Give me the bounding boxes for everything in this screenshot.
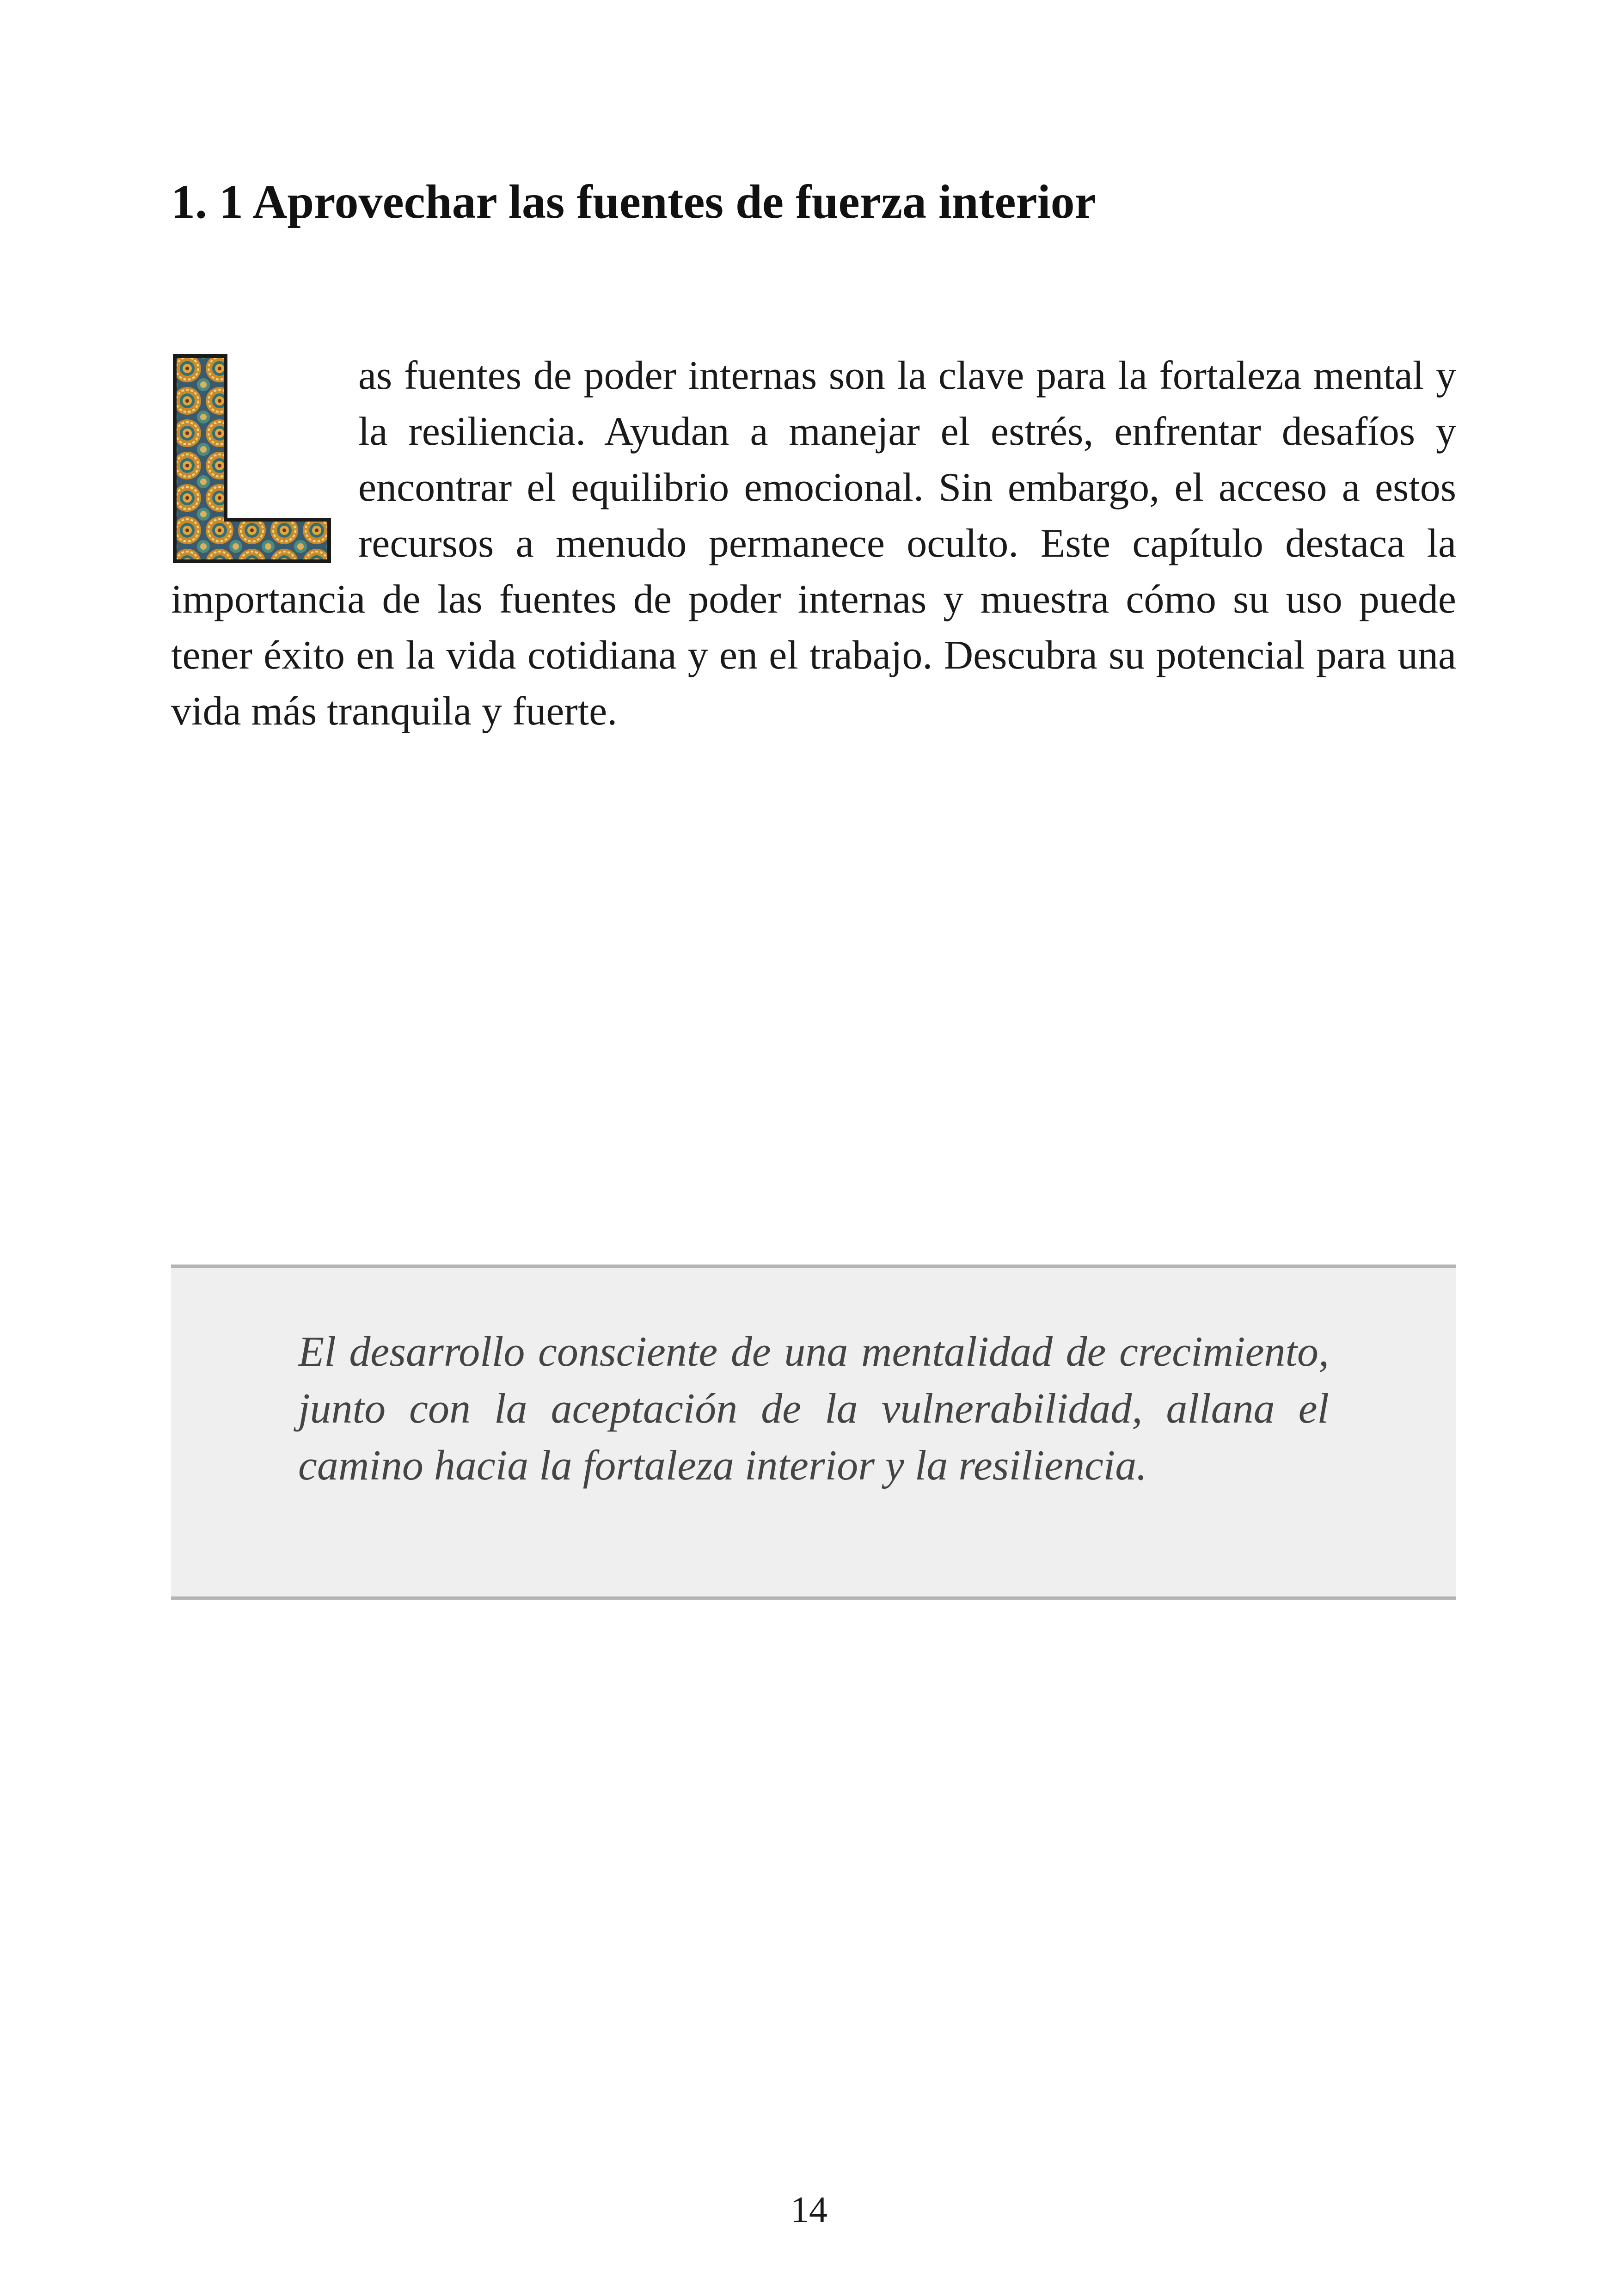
intro-text: as fuentes de poder internas son la clave para la fortaleza mental y la resiliencia. Ayudan a manejar el estrés, enfrentar desafíos y encontrar el equilibrio emocional. Sin embargo, el acceso a estos recursos a menudo permanece oculto. Este capítulo destaca la importancia de las fuentes de poder internas y muestra cómo su uso puede tener éxito en la vida cotidiana y en el trabajo. Descubra su potencial para una vida más tranquila y fuerte. [171,353,1456,734]
intro-paragraph [171,348,1456,739]
pull-quote-box [171,1265,1456,1600]
section-title: 1. 1 Aprovechar las fuentes de fuerza interior [171,175,1096,228]
decorative-dropcap-letter [171,352,333,565]
pull-quote-text: El desarrollo consciente de una mentalidad de crecimiento, junto con la aceptación de la vulnerabilidad, allana el camino hacia la fortaleza interior y la resiliencia. [298,1328,1329,1489]
page-number: 14 [791,2190,827,2230]
